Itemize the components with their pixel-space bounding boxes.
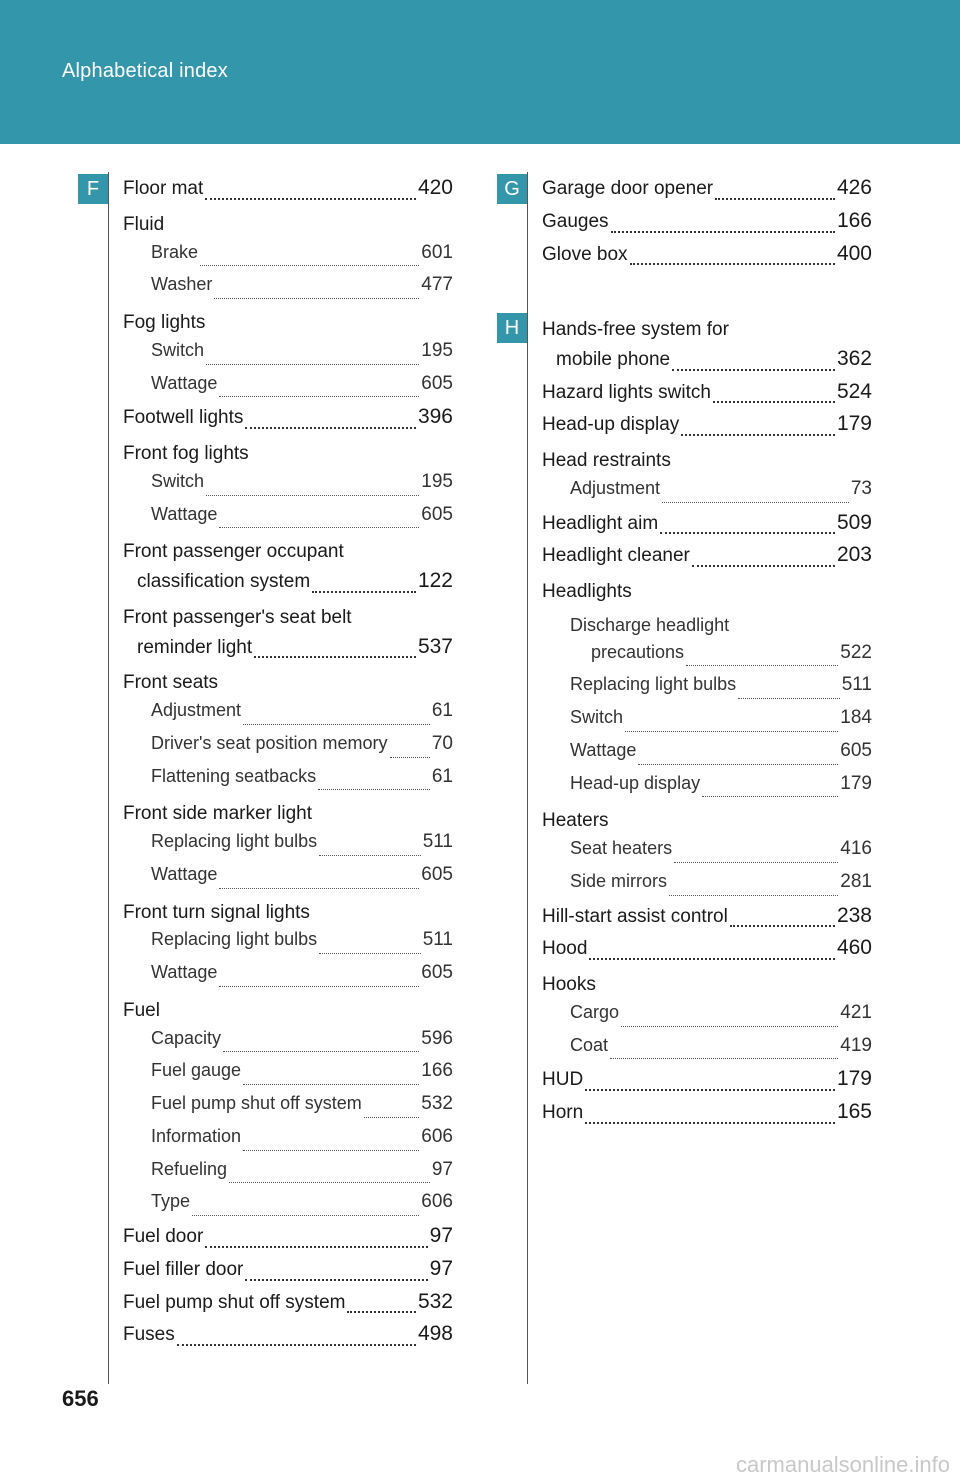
index-entry bbox=[542, 242, 872, 275]
left-index-column bbox=[123, 176, 453, 1355]
dot-leader bbox=[318, 789, 430, 790]
entry-page-number: 419 bbox=[840, 1034, 872, 1056]
index-entry bbox=[542, 412, 872, 445]
index-entry bbox=[542, 1002, 872, 1035]
entry-page-number: 203 bbox=[836, 543, 872, 567]
entry-page-number: 596 bbox=[421, 1027, 453, 1049]
entry-label: Headlight aim bbox=[542, 512, 659, 534]
entry-label: Washer bbox=[151, 274, 213, 295]
header-bar bbox=[0, 0, 960, 144]
dot-leader bbox=[245, 427, 416, 429]
entry-page-number: 179 bbox=[836, 412, 872, 436]
entry-label: Switch bbox=[151, 339, 205, 360]
entry-label: Wattage bbox=[151, 863, 218, 884]
dot-leader bbox=[589, 958, 835, 960]
entry-label: Fuses bbox=[123, 1324, 175, 1346]
entry-page-number: 179 bbox=[836, 1067, 872, 1091]
index-entry bbox=[123, 700, 453, 733]
entry-label: Replacing light bulbs bbox=[151, 929, 318, 950]
entry-page-number: 122 bbox=[417, 569, 453, 592]
index-entry bbox=[542, 347, 872, 380]
entry-page-number: 509 bbox=[836, 510, 872, 534]
dot-leader bbox=[200, 265, 419, 266]
entry-page-number: 420 bbox=[417, 176, 453, 199]
entry-label: Type bbox=[151, 1191, 191, 1212]
index-heading: Front passenger's seat belt bbox=[123, 606, 352, 628]
dot-leader bbox=[319, 953, 421, 954]
dot-leader bbox=[177, 1344, 416, 1346]
dot-leader bbox=[662, 502, 849, 503]
index-heading: Discharge headlight bbox=[570, 614, 730, 635]
index-entry bbox=[123, 864, 453, 897]
dot-leader bbox=[223, 1051, 419, 1052]
entry-page-number: 522 bbox=[840, 641, 872, 663]
index-entry bbox=[123, 274, 453, 307]
index-heading: Front seats bbox=[123, 672, 219, 694]
dot-leader bbox=[713, 401, 835, 403]
entry-page-number: 70 bbox=[431, 732, 453, 754]
dot-leader bbox=[245, 1279, 427, 1281]
entry-label: Horn bbox=[542, 1102, 584, 1123]
dot-leader bbox=[243, 1084, 419, 1085]
dot-leader bbox=[192, 1215, 419, 1216]
index-entry bbox=[542, 642, 872, 675]
entry-label: Brake bbox=[151, 241, 199, 262]
index-heading: Head restraints bbox=[542, 450, 671, 471]
index-entry bbox=[542, 936, 872, 969]
entry-page-number: 281 bbox=[840, 870, 872, 892]
dot-leader bbox=[585, 1122, 835, 1124]
entry-label: Wattage bbox=[151, 372, 218, 393]
dot-leader bbox=[715, 198, 835, 200]
entry-page-number: 524 bbox=[836, 379, 872, 403]
index-entry bbox=[542, 380, 872, 413]
entry-label: Fuel pump shut off system bbox=[123, 1291, 346, 1313]
dot-leader bbox=[610, 1058, 838, 1059]
index-heading: Heaters bbox=[542, 810, 609, 832]
entry-page-number: 426 bbox=[836, 176, 872, 199]
dot-leader bbox=[219, 986, 419, 987]
dot-leader bbox=[243, 724, 430, 725]
index-entry bbox=[123, 504, 453, 537]
section-tab-g: G bbox=[497, 174, 527, 204]
index-section-g bbox=[542, 176, 872, 274]
entry-label: Coat bbox=[570, 1034, 609, 1055]
entry-label: Switch bbox=[570, 707, 624, 727]
index-entry bbox=[542, 543, 872, 576]
dot-leader bbox=[692, 565, 835, 567]
dot-leader bbox=[611, 231, 835, 233]
index-heading: Front passenger occupant bbox=[123, 541, 344, 563]
entry-page-number: 61 bbox=[431, 765, 453, 787]
left-column-rule bbox=[108, 172, 109, 1384]
index-entry bbox=[123, 242, 453, 275]
entry-label: Replacing light bulbs bbox=[570, 674, 737, 695]
dot-leader bbox=[672, 369, 835, 371]
dot-leader bbox=[214, 298, 419, 299]
index-entry bbox=[123, 1257, 453, 1290]
entry-label: reminder light bbox=[137, 636, 253, 658]
entry-page-number: 97 bbox=[429, 1224, 453, 1247]
entry-page-number: 605 bbox=[421, 863, 453, 885]
entry-page-number: 195 bbox=[421, 470, 453, 492]
dot-leader bbox=[206, 495, 419, 496]
dot-leader bbox=[319, 855, 421, 856]
dot-leader bbox=[312, 591, 416, 593]
entry-label: Hill-start assist control bbox=[542, 905, 728, 927]
index-entry bbox=[542, 1100, 872, 1133]
entry-page-number: 400 bbox=[836, 241, 872, 265]
entry-label: precautions bbox=[591, 641, 685, 662]
entry-label: Side mirrors bbox=[570, 870, 668, 891]
page-title: Alphabetical index bbox=[62, 60, 228, 82]
index-entry bbox=[542, 871, 872, 904]
dot-leader bbox=[364, 1117, 420, 1118]
entry-page-number: 165 bbox=[836, 1100, 872, 1123]
index-entry bbox=[123, 471, 453, 504]
entry-label: Wattage bbox=[570, 739, 637, 760]
dot-leader bbox=[730, 925, 835, 927]
entry-page-number: 511 bbox=[422, 929, 453, 951]
entry-page-number: 532 bbox=[417, 1289, 453, 1313]
dot-leader bbox=[621, 1026, 838, 1027]
entry-page-number: 396 bbox=[417, 405, 453, 429]
index-entry bbox=[542, 478, 872, 511]
index-entry bbox=[123, 176, 453, 209]
entry-label: Wattage bbox=[151, 503, 218, 524]
dot-leader bbox=[254, 656, 416, 658]
entry-label: Hazard lights switch bbox=[542, 381, 711, 403]
entry-label: Headlight cleaner bbox=[542, 545, 690, 567]
entry-page-number: 606 bbox=[421, 1191, 453, 1213]
dot-leader bbox=[390, 757, 430, 758]
index-heading: Hands-free system for bbox=[542, 319, 729, 340]
index-entry bbox=[542, 209, 872, 242]
index-entry bbox=[123, 1322, 453, 1355]
index-entry bbox=[123, 1028, 453, 1061]
entry-page-number: 498 bbox=[417, 1322, 453, 1346]
index-entry bbox=[123, 1290, 453, 1323]
index-heading: Front side marker light bbox=[123, 803, 313, 825]
dot-leader bbox=[585, 1089, 835, 1091]
entry-page-number: 97 bbox=[431, 1158, 453, 1180]
dot-leader bbox=[347, 1311, 415, 1313]
entry-label: Glove box bbox=[542, 243, 628, 265]
dot-leader bbox=[205, 1246, 427, 1248]
entry-label: Information bbox=[151, 1125, 242, 1146]
entry-page-number: 73 bbox=[850, 477, 872, 499]
index-entry bbox=[123, 1126, 453, 1159]
index-entry bbox=[123, 1159, 453, 1192]
dot-leader bbox=[681, 434, 835, 436]
index-entry bbox=[123, 1224, 453, 1257]
index-entry bbox=[123, 962, 453, 995]
index-entry bbox=[123, 1060, 453, 1093]
index-entry bbox=[123, 766, 453, 799]
entry-page-number: 97 bbox=[429, 1256, 453, 1280]
entry-page-number: 605 bbox=[840, 739, 872, 761]
entry-label: mobile phone bbox=[556, 348, 671, 370]
index-entry bbox=[542, 1067, 872, 1100]
index-heading: Hooks bbox=[542, 974, 596, 995]
entry-page-number: 166 bbox=[421, 1060, 453, 1082]
index-section-h bbox=[542, 314, 872, 1133]
entry-page-number: 362 bbox=[836, 346, 872, 370]
index-entry bbox=[123, 340, 453, 373]
index-entry bbox=[542, 176, 872, 209]
dot-leader bbox=[219, 888, 419, 889]
index-entry bbox=[123, 635, 453, 668]
page-number: 656 bbox=[62, 1386, 99, 1411]
index-heading: Fuel bbox=[123, 999, 160, 1021]
entry-page-number: 61 bbox=[431, 700, 453, 721]
entry-label: Switch bbox=[151, 470, 205, 491]
dot-leader bbox=[630, 263, 835, 265]
entry-page-number: 605 bbox=[421, 372, 453, 394]
entry-page-number: 606 bbox=[421, 1125, 453, 1147]
dot-leader bbox=[206, 364, 419, 365]
dot-leader bbox=[686, 665, 838, 666]
index-entry bbox=[542, 1035, 872, 1068]
entry-label: Capacity bbox=[151, 1027, 222, 1048]
entry-label: Flattening seatbacks bbox=[151, 765, 317, 786]
index-heading: Fluid bbox=[123, 213, 165, 235]
index-entry bbox=[542, 674, 872, 707]
entry-page-number: 601 bbox=[421, 241, 453, 263]
entry-label: Refueling bbox=[151, 1158, 228, 1179]
index-entry bbox=[542, 511, 872, 544]
dot-leader bbox=[638, 764, 838, 765]
dot-leader bbox=[229, 1182, 430, 1183]
index-entry bbox=[123, 405, 453, 438]
entry-page-number: 511 bbox=[422, 831, 453, 852]
entry-page-number: 532 bbox=[421, 1093, 453, 1114]
section-tab-h: H bbox=[497, 313, 527, 343]
index-entry bbox=[123, 733, 453, 766]
dot-leader bbox=[219, 527, 419, 528]
dot-leader bbox=[660, 532, 835, 534]
index-entry bbox=[542, 740, 872, 773]
entry-label: Hood bbox=[542, 938, 588, 960]
entry-page-number: 605 bbox=[421, 962, 453, 983]
entry-label: Adjustment bbox=[151, 700, 242, 720]
entry-label: Fuel gauge bbox=[151, 1060, 242, 1081]
dot-leader bbox=[243, 1150, 419, 1151]
entry-label: Head-up display bbox=[570, 772, 701, 793]
entry-page-number: 238 bbox=[836, 903, 872, 927]
entry-label: Floor mat bbox=[123, 178, 204, 199]
entry-label: Head-up display bbox=[542, 414, 680, 436]
section-tab-f: F bbox=[78, 174, 108, 204]
entry-label: Fuel door bbox=[123, 1226, 204, 1247]
entry-label: Adjustment bbox=[570, 477, 661, 498]
index-heading: Fog lights bbox=[123, 312, 206, 333]
dot-leader bbox=[669, 895, 838, 896]
entry-label: Seat heaters bbox=[570, 838, 673, 858]
index-entry bbox=[542, 838, 872, 871]
right-column-rule bbox=[527, 172, 528, 1384]
entry-label: classification system bbox=[137, 571, 311, 592]
entry-page-number: 421 bbox=[840, 1001, 872, 1023]
index-entry bbox=[123, 1093, 453, 1126]
entry-label: Fuel pump shut off system bbox=[151, 1093, 362, 1113]
index-entry bbox=[542, 707, 872, 740]
entry-label: Cargo bbox=[570, 1001, 620, 1022]
index-entry bbox=[123, 569, 453, 602]
entry-label: Replacing light bulbs bbox=[151, 831, 318, 851]
entry-page-number: 460 bbox=[836, 936, 872, 960]
index-entry bbox=[542, 904, 872, 937]
entry-label: HUD bbox=[542, 1069, 584, 1091]
entry-page-number: 477 bbox=[421, 274, 453, 296]
dot-leader bbox=[219, 396, 419, 397]
index-entry bbox=[123, 1191, 453, 1224]
index-entry bbox=[123, 831, 453, 864]
index-heading: Front turn signal lights bbox=[123, 901, 310, 923]
entry-page-number: 511 bbox=[841, 674, 872, 696]
index-entry bbox=[542, 773, 872, 806]
entry-label: Footwell lights bbox=[123, 407, 244, 429]
entry-page-number: 184 bbox=[840, 707, 872, 728]
entry-page-number: 605 bbox=[421, 503, 453, 525]
entry-page-number: 179 bbox=[840, 772, 872, 794]
entry-page-number: 195 bbox=[421, 339, 453, 361]
entry-page-number: 416 bbox=[840, 838, 872, 859]
entry-label: Fuel filler door bbox=[123, 1258, 244, 1280]
index-heading: Front fog lights bbox=[123, 443, 249, 464]
entry-page-number: 166 bbox=[836, 208, 872, 232]
dot-leader bbox=[625, 731, 838, 732]
index-entry bbox=[123, 373, 453, 406]
entry-label: Driver's seat position memory bbox=[151, 732, 388, 753]
dot-leader bbox=[674, 862, 838, 863]
entry-page-number: 537 bbox=[417, 634, 453, 658]
dot-leader bbox=[738, 698, 840, 699]
dot-leader bbox=[205, 198, 416, 200]
dot-leader bbox=[702, 796, 838, 797]
entry-label: Gauges bbox=[542, 210, 609, 232]
entry-label: Garage door opener bbox=[542, 178, 714, 199]
index-entry bbox=[123, 929, 453, 962]
watermark: carmanualsonline.info bbox=[735, 1452, 950, 1477]
index-heading: Headlights bbox=[542, 581, 632, 602]
entry-label: Wattage bbox=[151, 962, 218, 982]
